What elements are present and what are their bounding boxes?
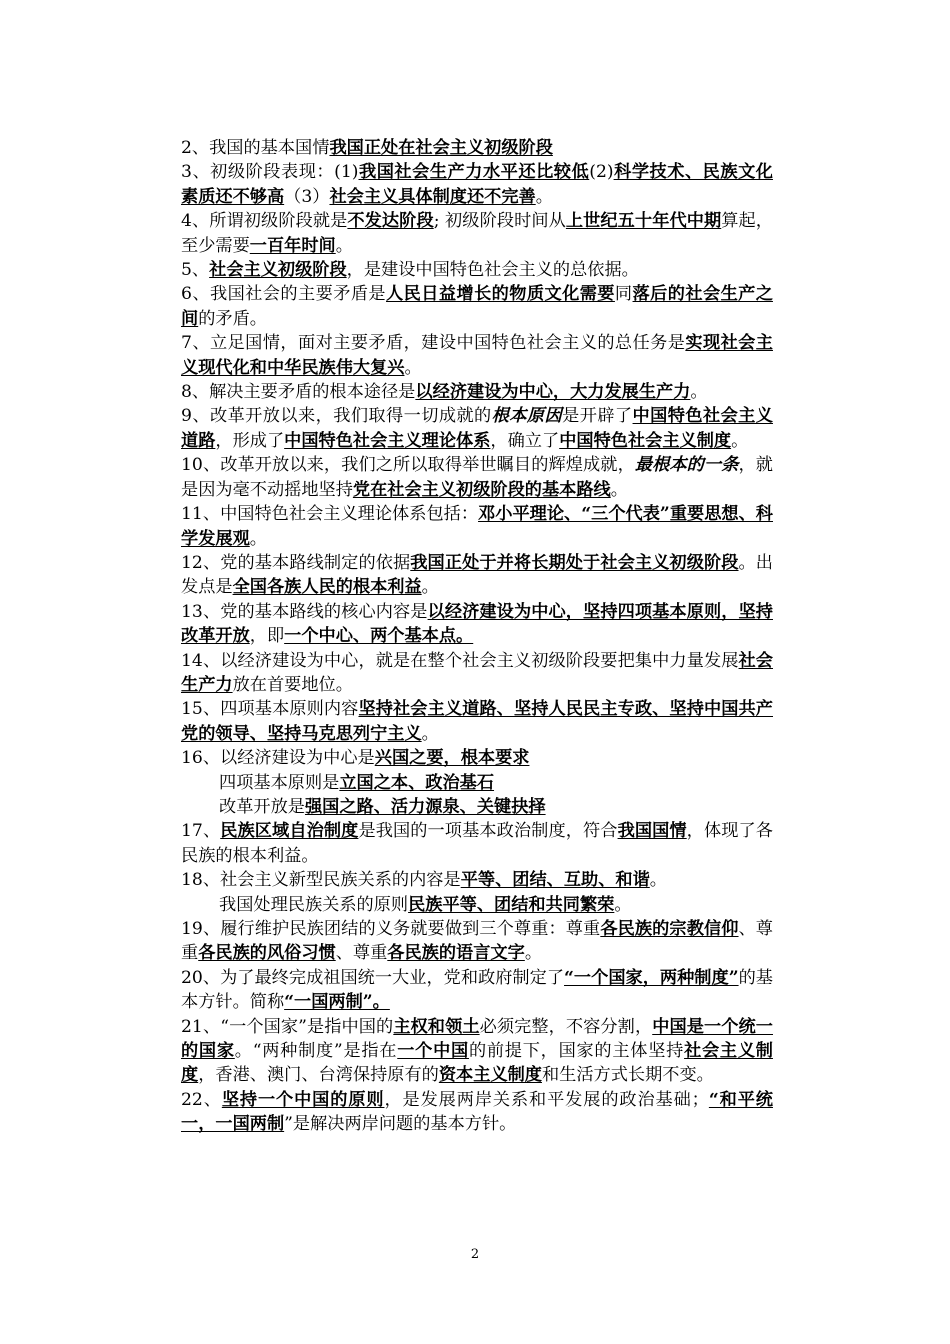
key-point: “一个国家，两种制度” — [564, 967, 739, 988]
paragraph — [181, 600, 773, 649]
key-point: 我国国情 — [617, 821, 687, 842]
text-run: 。 — [249, 528, 267, 549]
text-run: ，是发展两岸关系和平发展的政治基础； — [384, 1089, 709, 1110]
key-point: 人民日益增长的物质文化需要 — [386, 284, 615, 305]
text-run: ，形成了 — [215, 430, 285, 451]
text-run: 5、 — [181, 260, 210, 281]
key-point: 党在社会主义初级阶段的基本路线 — [352, 479, 611, 500]
text-run: 。 — [614, 894, 632, 915]
key-point: 以经济建设为中心，坚持四项基本原则，坚持改革开放 — [181, 601, 773, 647]
text-run: 和生活方式长期不变。 — [541, 1065, 714, 1086]
paragraph — [181, 1015, 773, 1088]
text-run: 必须完整，不容分割， — [479, 1016, 653, 1037]
key-point: 一个中心、两个基本点。 — [284, 626, 474, 647]
text-run: 20、为了最终完成祖国统一大业，党和政府制定了 — [181, 967, 565, 988]
text-run: 17、 — [181, 821, 221, 842]
key-point: 上世纪五十年代中期 — [565, 211, 722, 232]
paragraph — [181, 453, 773, 502]
text-run: 12、党的基本路线制定的依据 — [181, 552, 411, 573]
page-number: 2 — [470, 1247, 480, 1262]
key-point: 我国社会生产力水平还比较低 — [358, 162, 590, 183]
key-point: 不发达阶段 — [347, 211, 434, 232]
text-run: 。 — [649, 870, 667, 891]
text-run: （3） — [284, 186, 330, 207]
paragraph — [181, 551, 773, 600]
text-run: 19、履行维护民族团结的义务就要做到三个尊重：尊重 — [181, 919, 601, 939]
text-run: 22、 — [181, 1089, 222, 1110]
emphasis-text: 根本原因 — [491, 406, 563, 427]
paragraph — [181, 209, 773, 258]
text-run: 的矛盾。 — [198, 308, 267, 329]
text-run: ，是建设中国特色社会主义的总依据。 — [346, 260, 639, 281]
key-point: 以经济建设为中心，大力发展生产力 — [415, 382, 691, 403]
text-run: 。 — [404, 357, 422, 378]
text-run: 放在首要地位。 — [232, 674, 353, 695]
text-run: 9、改革开放以来，我们取得一切成就的 — [181, 406, 492, 427]
text-run: 18、社会主义新型民族关系的内容是 — [181, 870, 461, 891]
text-run: ，即 — [249, 626, 285, 647]
key-point: 实现社会主义现代化和中华民族伟大复兴 — [181, 333, 773, 378]
key-point: 主权和领土 — [393, 1016, 480, 1037]
text-run: ，确立了 — [490, 430, 560, 451]
text-run: 。出发点是 — [181, 552, 773, 598]
paragraph — [181, 893, 773, 917]
text-run: 21、“一个国家”是指中国的 — [181, 1016, 394, 1037]
text-run: 是我国的一项基本政治制度，符合 — [358, 821, 618, 842]
key-point: 一百年时间 — [249, 235, 336, 256]
emphasis-text: 最根本的一条 — [634, 455, 739, 476]
key-point: 各民族的宗教信仰 — [600, 919, 739, 939]
key-point: “和平统一，一国两制 — [181, 1089, 773, 1135]
key-point: 坚持一个中国的原则 — [221, 1089, 385, 1110]
key-point: 平等、团结、互助、和谐 — [460, 870, 650, 891]
key-point: 落后的社会生产之间 — [181, 284, 773, 329]
paragraph — [181, 380, 773, 404]
text-run: 15、四项基本原则内容 — [181, 699, 359, 720]
text-run: 。 — [421, 723, 439, 744]
paragraph — [181, 819, 773, 868]
paragraph — [181, 697, 773, 746]
key-point: 科学技术、民族文化素质还不够高 — [181, 162, 773, 207]
key-point: 坚持社会主义道路、坚持人民民主专政、坚持中国共产党的领导、坚持马克思列宁主义 — [181, 699, 773, 744]
text-run: 。 — [610, 479, 628, 500]
text-run: 16、以经济建设为中心是 — [181, 748, 375, 769]
paragraph — [181, 649, 773, 698]
paragraph — [181, 746, 773, 770]
text-run: ，香港、澳门、台湾保持原有的 — [198, 1065, 439, 1086]
document-body — [181, 136, 773, 1137]
text-run: ; 初级阶段时间从 — [433, 211, 566, 232]
paragraph — [181, 258, 773, 282]
key-point: “一国两制”。 — [284, 992, 390, 1013]
key-point: 社会生产力 — [181, 650, 773, 695]
key-point: 各民族的语言文字 — [387, 943, 525, 964]
paragraph — [181, 771, 773, 795]
text-run: 7、立足国情，面对主要矛盾，建设中国特色社会主义的总任务是 — [181, 333, 686, 354]
key-point: 邓小平理论、“三个代表”重要思想、科学发展观 — [181, 504, 773, 549]
paragraph — [181, 282, 773, 331]
text-run: 。 — [421, 577, 439, 598]
key-point: 强国之路、活力源泉、关键抉择 — [304, 796, 546, 817]
text-run: 的基本方针。简称 — [181, 967, 773, 1013]
text-run: 14、以经济建设为中心，就是在整个社会主义初级阶段要把集中力量发展 — [181, 650, 739, 671]
key-point: 中国特色社会主义制度 — [559, 430, 732, 451]
text-run: 13、党的基本路线的核心内容是 — [181, 601, 428, 622]
text-run: ，就是因为毫不动摇地坚持 — [181, 455, 773, 500]
text-run: 改革开放是 — [219, 796, 305, 817]
paragraph — [181, 331, 773, 380]
text-run: 。“两种制度”是指在 — [234, 1041, 398, 1062]
text-run: 11、中国特色社会主义理论体系包括： — [181, 504, 479, 525]
text-run: 算起，至少需要 — [181, 211, 773, 256]
paragraph — [181, 966, 773, 1015]
key-point: 社会主义具体制度还不完善 — [329, 186, 536, 207]
paragraph — [181, 404, 773, 453]
text-run: 。 — [524, 943, 543, 964]
paragraph — [181, 917, 773, 966]
text-run: 。 — [535, 186, 553, 207]
text-run: ，体现了各民族的根本利益。 — [181, 821, 773, 866]
text-run: 四项基本原则是 — [219, 772, 340, 793]
paragraph — [181, 795, 773, 819]
key-point: 资本主义制度 — [438, 1065, 542, 1086]
text-run: 、尊重 — [181, 919, 773, 964]
key-point: 民族区域自治制度 — [220, 821, 359, 842]
paragraph — [181, 1088, 773, 1137]
paragraph — [181, 868, 773, 892]
text-run: 3、初级阶段表现：(1) — [181, 162, 359, 183]
paragraph — [181, 502, 773, 551]
key-point: 我国正处在社会主义初级阶段 — [329, 138, 553, 158]
key-point: 各民族的风俗习惯 — [198, 943, 336, 964]
text-run: 的前提下，国家的主体坚持 — [468, 1041, 685, 1062]
text-run: (2) — [589, 162, 614, 183]
text-run: 、尊重 — [335, 943, 388, 964]
text-run: 。 — [690, 382, 708, 403]
key-point: 中国特色社会主义理论体系 — [284, 430, 491, 451]
key-point: 一个中国 — [397, 1041, 469, 1062]
key-point: 我国正处于并将长期处于社会主义初级阶段 — [410, 552, 739, 573]
text-run: 。 — [731, 430, 749, 451]
text-run: 8、解决主要矛盾的根本途径是 — [181, 382, 416, 403]
text-run: ”是解决两岸问题的基本方针。 — [284, 1114, 517, 1135]
key-point: 兴国之要，根本要求 — [374, 748, 530, 769]
text-run: 同 — [614, 284, 633, 305]
key-point: 社会主义制度 — [181, 1041, 773, 1086]
paragraph — [181, 136, 773, 160]
key-point: 立国之本、政治基石 — [339, 772, 495, 793]
text-run: 我国处理民族关系的原则 — [219, 894, 409, 915]
paragraph — [181, 160, 773, 209]
key-point: 社会主义初级阶段 — [209, 260, 347, 281]
text-run: 6、我国社会的主要矛盾是 — [181, 284, 387, 305]
text-run: 。 — [335, 235, 353, 256]
key-point: 中国特色社会主义道路 — [181, 406, 773, 451]
key-point: 全国各族人民的根本利益 — [232, 577, 422, 598]
text-run: 10、改革开放以来，我们之所以取得举世瞩目的辉煌成就， — [181, 455, 635, 476]
key-point: 民族平等、团结和共同繁荣 — [408, 894, 615, 915]
key-point: 中国是一个统一的国家 — [181, 1016, 773, 1062]
text-run: 2、我国的基本国情 — [181, 138, 330, 158]
text-run: 是开辟了 — [562, 406, 633, 427]
text-run: 4、所谓初级阶段就是 — [181, 211, 348, 232]
